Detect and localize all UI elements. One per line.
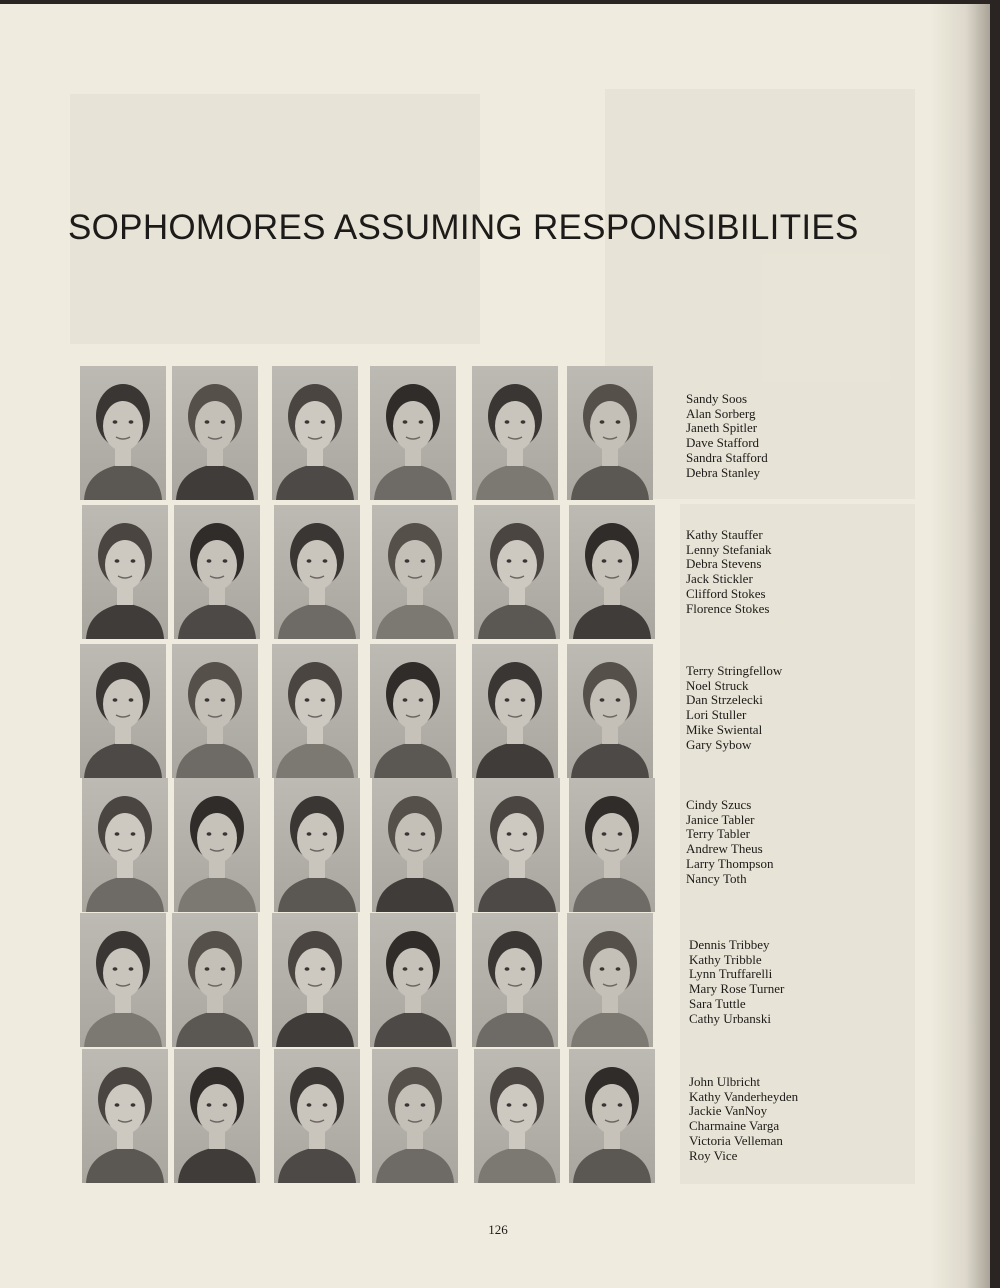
page-spine-shadow <box>930 4 990 1288</box>
student-name: Debra Stevens <box>686 556 762 572</box>
student-name: Kathy Stauffer <box>686 527 763 542</box>
student-name: Dennis Tribbey <box>689 937 770 952</box>
student-name: Sandra Stafford <box>686 449 768 465</box>
student-portrait <box>82 505 168 639</box>
student-name: Janice Tabler <box>686 811 755 827</box>
student-portrait <box>174 505 260 639</box>
student-portrait <box>472 913 558 1047</box>
student-portrait <box>274 505 360 639</box>
student-portrait <box>569 505 655 639</box>
student-name: Alan Sorberg <box>686 405 756 421</box>
student-name: Lynn Truffarelli <box>689 966 773 982</box>
student-portrait <box>372 505 458 639</box>
student-name-list <box>689 938 784 1026</box>
student-name: Larry Thompson <box>686 855 774 871</box>
student-name: Dave Stafford <box>686 435 760 451</box>
student-portrait <box>272 644 358 778</box>
student-name: Terry Tabler <box>686 826 750 842</box>
student-name: John Ulbricht <box>689 1074 761 1089</box>
student-portrait <box>82 778 168 912</box>
student-portrait <box>567 366 653 500</box>
student-portrait <box>474 1049 560 1183</box>
student-portrait <box>274 1049 360 1183</box>
student-name: Jackie VanNoy <box>689 1103 768 1119</box>
student-portrait <box>174 778 260 912</box>
student-portrait <box>372 1049 458 1183</box>
student-portrait <box>567 644 653 778</box>
student-portrait <box>80 644 166 778</box>
student-portrait <box>172 913 258 1047</box>
student-name-list <box>686 664 782 752</box>
student-portrait <box>474 505 560 639</box>
page-title: SOPHOMORES ASSUMING RESPONSIBILITIES <box>68 208 859 247</box>
student-portrait <box>274 778 360 912</box>
student-name-list <box>689 1075 798 1163</box>
page-number: 126 <box>488 1222 508 1237</box>
student-portrait <box>569 1049 655 1183</box>
student-portrait <box>272 366 358 500</box>
student-name: Sandy Soos <box>686 391 748 406</box>
student-portrait <box>370 913 456 1047</box>
student-name-list <box>686 392 768 480</box>
student-name: Roy Vice <box>689 1147 738 1163</box>
student-name: Gary Sybow <box>686 736 752 752</box>
student-portrait <box>272 913 358 1047</box>
student-name: Clifford Stokes <box>686 585 766 601</box>
student-name: Noel Struck <box>686 677 749 693</box>
student-name: Terry Stringfellow <box>686 663 783 678</box>
student-portrait <box>567 913 653 1047</box>
student-name: Sara Tuttle <box>689 995 746 1011</box>
student-name-list <box>686 528 772 616</box>
student-portrait <box>82 1049 168 1183</box>
student-name: Cindy Szucs <box>686 797 752 812</box>
student-portrait <box>174 1049 260 1183</box>
student-name: Andrew Theus <box>686 841 763 857</box>
student-name: Victoria Velleman <box>689 1132 783 1148</box>
student-portrait <box>472 366 558 500</box>
student-portrait <box>372 778 458 912</box>
student-name: Lenny Stefaniak <box>686 541 772 557</box>
student-portrait <box>172 366 258 500</box>
student-name: Jack Stickler <box>686 571 753 587</box>
student-name: Debra Stanley <box>686 464 761 480</box>
yearbook-page <box>0 4 990 1288</box>
student-portrait <box>474 778 560 912</box>
student-portrait <box>370 366 456 500</box>
student-portrait <box>370 644 456 778</box>
student-name: Dan Strzelecki <box>686 692 763 708</box>
student-name: Florence Stokes <box>686 600 770 616</box>
student-name: Cathy Urbanski <box>689 1010 771 1026</box>
student-portrait <box>172 644 258 778</box>
student-name: Nancy Toth <box>686 870 747 886</box>
student-name: Charmaine Varga <box>689 1118 780 1134</box>
student-portrait <box>80 366 166 500</box>
student-name: Janeth Spitler <box>686 420 758 436</box>
student-name: Mary Rose Turner <box>689 981 785 997</box>
student-name: Mike Swiental <box>686 721 763 737</box>
student-portrait <box>472 644 558 778</box>
student-name: Kathy Tribble <box>689 951 762 967</box>
student-name-list <box>686 798 774 886</box>
student-name: Lori Stuller <box>686 707 747 723</box>
student-portrait <box>569 778 655 912</box>
student-name: Kathy Vanderheyden <box>689 1088 799 1104</box>
student-portrait <box>80 913 166 1047</box>
